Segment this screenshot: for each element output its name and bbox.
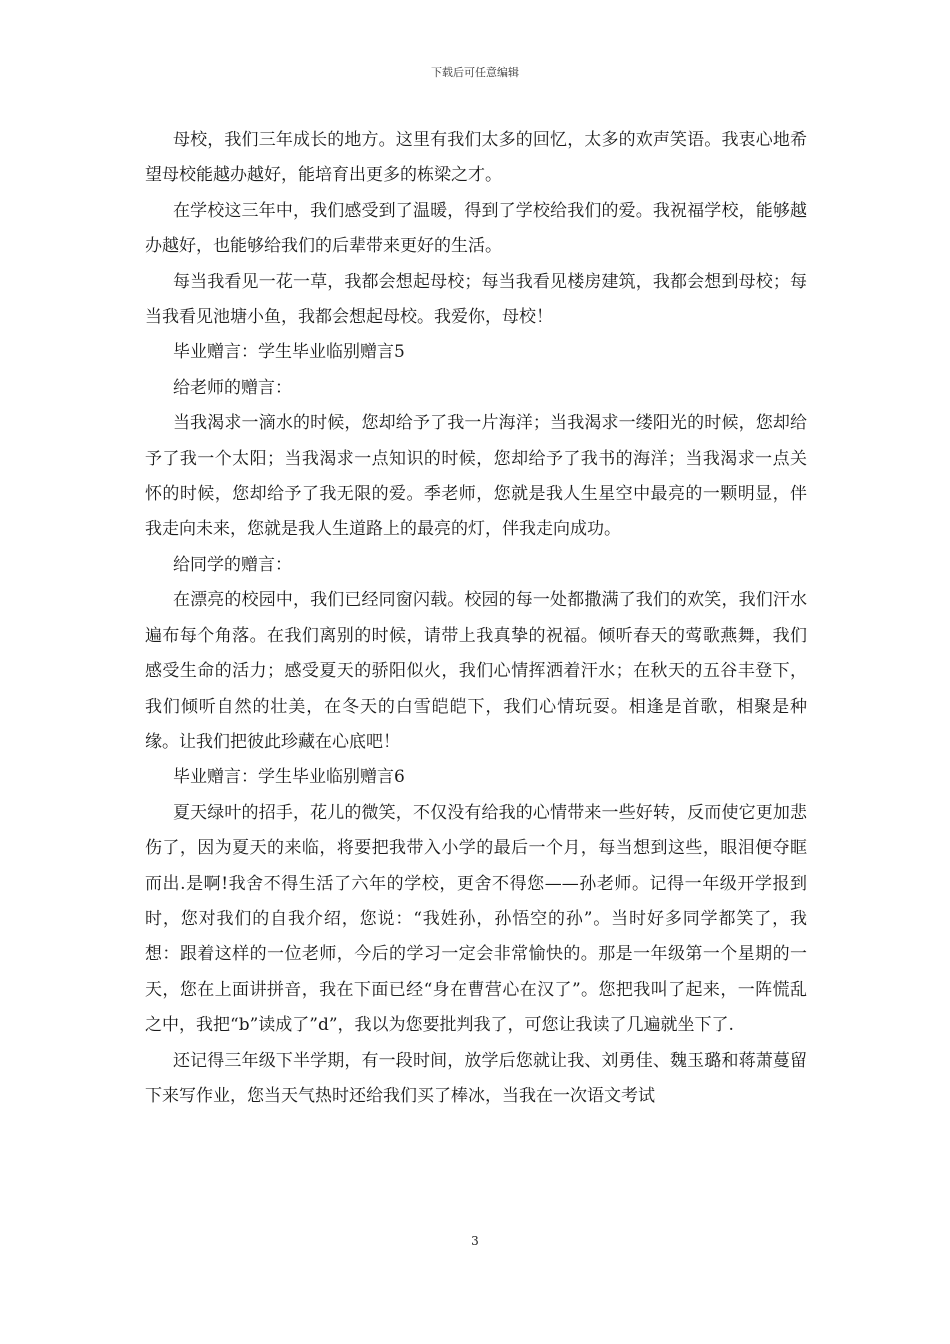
subsection-heading: 给老师的赠言： xyxy=(173,377,292,398)
section-heading: 毕业赠言：学生毕业临别赠言6 xyxy=(173,767,405,788)
section-heading: 毕业赠言：学生毕业临别赠言5 xyxy=(173,342,405,363)
paragraph: 在学校这三年中，我们感受到了温暖，得到了学校给我们的爱。我祝福学校，能够越办越好，也能够给我们的后辈带来更好的生活。 xyxy=(145,200,807,257)
subsection-heading: 给同学的赠言： xyxy=(173,554,292,575)
page-header: 下载后可任意编辑 xyxy=(431,66,519,79)
paragraph: 母校，我们三年成长的地方。这里有我们太多的回忆，太多的欢声笑语。我衷心地希望母校能越办越好，能培育出更多的栋梁之才。 xyxy=(145,130,807,186)
paragraph: 夏天绿叶的招手，花儿的微笑，不仅没有给我的心情带来一些好转，反而使它更加悲伤了，因为夏天的来临，将要把我带入小学的最后一个月，每当想到这些，眼泪便夺眶而出.是啊!我舍不得生活了六年的学校，更舍不得您——孙老师。记得一年级开学报到时，您对我们的自我介绍，您说：“我姓孙，孙悟空的孙”。当时好多同学都笑了，我想：跟着这样的一位老师，今后的学习一定会非常愉快的。那是一年级第一个星期的一天，您在上面讲拼音，我在下面已经“身在曹营心在汉了”。您把我叫了起来，一阵慌乱之中，我把“b”读成了”d”，我以为您要批判我了，可您让我读了几遍就坐下了. xyxy=(145,802,807,1036)
paragraph: 还记得三年级下半学期，有一段时间，放学后您就让我、刘勇佳、魏玉璐和蒋萧蔓留下来写作业，您当天气热时还给我们买了棒冰，当我在一次语文考试 xyxy=(145,1050,807,1106)
page-number: 3 xyxy=(471,1234,479,1248)
paragraph: 当我渴求一滴水的时候，您却给予了我一片海洋；当我渴求一缕阳光的时候，您却给予了我一个太阳；当我渴求一点知识的时候，您却给予了我书的海洋；当我渴求一点关怀的时候，您却给予了我无限的爱。季老师，您就是我人生星空中最亮的一颗明显，伴我走向未来，您就是我人生道路上的最亮的灯，伴我走向成功。 xyxy=(145,413,807,540)
paragraph: 在漂亮的校园中，我们已经同窗闪载。校园的每一处都撒满了我们的欢笑，我们汗水遍布每个角落。在我们离别的时候，请带上我真挚的祝福。倾听春天的莺歌燕舞，我们感受生命的活力；感受夏天的骄阳似火，我们心情挥洒着汗水；在秋天的五谷丰登下，我们倾听自然的壮美，在冬天的白雪皑皑下，我们心情玩耍。相逢是首歌，相聚是种缘。让我们把彼此珍藏在心底吧！ xyxy=(145,590,807,752)
paragraph: 每当我看见一花一草，我都会想起母校；每当我看见楼房建筑，我都会想到母校；每当我看见池塘小鱼，我都会想起母校。我爱你，母校！ xyxy=(145,271,807,328)
document-body xyxy=(145,123,807,1114)
